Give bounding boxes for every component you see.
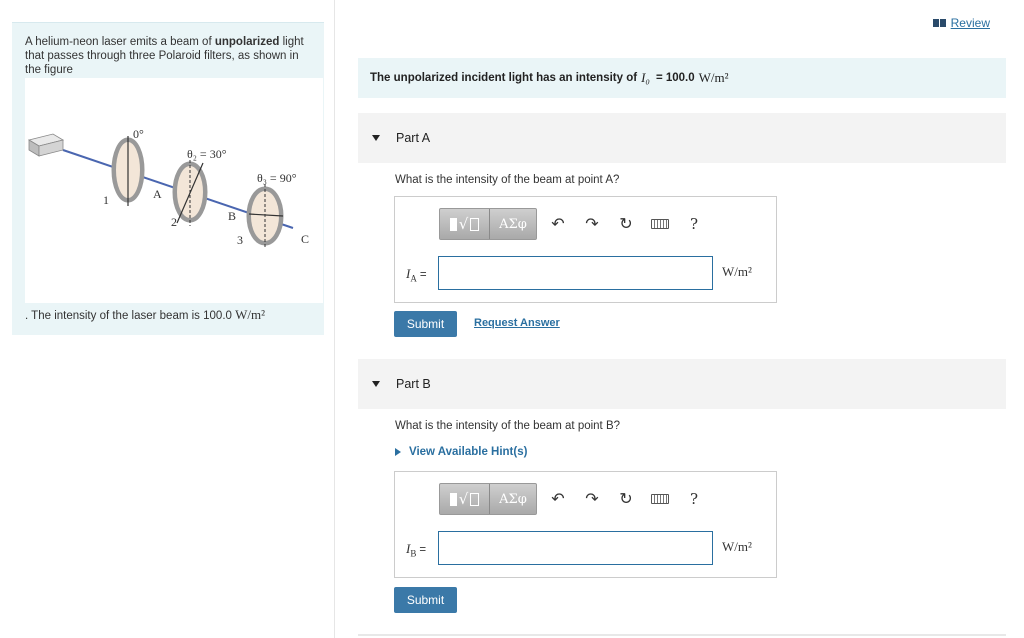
- reset-icon[interactable]: ↻: [619, 491, 633, 508]
- hint-label: View Available Hint(s): [409, 446, 528, 458]
- filter-2: [175, 160, 205, 226]
- statement-unit: W/m²: [698, 70, 729, 85]
- undo-icon[interactable]: ↶: [551, 491, 565, 508]
- laser-intensity-caption: . The intensity of the laser beam is 100.0 W/m²: [25, 307, 266, 322]
- redo-icon[interactable]: ↷: [585, 216, 599, 233]
- part-a-answer-input[interactable]: [438, 256, 713, 290]
- part-a-answer-box: [394, 196, 777, 303]
- review-link[interactable]: [933, 16, 990, 30]
- laser-device: [29, 134, 63, 156]
- statement-value: = 100.0: [655, 72, 695, 84]
- point-a-label: A: [153, 187, 162, 201]
- angle-2-label: θ₂ = 30°: [187, 147, 227, 161]
- math-toolbar: [439, 483, 711, 515]
- problem-statement: [358, 58, 1006, 98]
- point-c-label: C: [301, 232, 310, 246]
- filter-1: [114, 136, 142, 206]
- help-button[interactable]: ?: [689, 490, 699, 508]
- part-a-unit: W/m²: [722, 264, 752, 279]
- review-icon: [933, 19, 946, 27]
- part-a-title: Part A: [396, 131, 431, 145]
- statement-symbol: I₀: [641, 70, 650, 85]
- expand-triangle-icon: [395, 448, 401, 456]
- math-toolbar: [439, 208, 711, 240]
- point-b-label: B: [228, 209, 237, 223]
- keyboard-icon[interactable]: [643, 483, 677, 515]
- filter-3-number: 3: [237, 233, 243, 247]
- reset-icon[interactable]: ↻: [619, 216, 633, 233]
- angle-1-label: 0°: [133, 127, 144, 141]
- part-b-submit-button[interactable]: Submit: [394, 587, 457, 613]
- part-b-variable-label: $I_B$ =: [406, 541, 427, 559]
- keyboard-icon[interactable]: [643, 208, 677, 240]
- problem-intro: A helium-neon laser emits a beam of unpolarized light that passes through three Polaroid filters, as shown in the figure: [25, 36, 304, 76]
- problem-panel: [12, 22, 324, 335]
- collapse-triangle-icon: [372, 381, 380, 387]
- section-divider: [358, 634, 1006, 636]
- part-a-header[interactable]: [358, 113, 1006, 163]
- undo-icon[interactable]: ↶: [551, 216, 565, 233]
- greek-symbols-button[interactable]: ΑΣφ: [490, 484, 536, 514]
- templates-button[interactable]: √: [440, 484, 490, 514]
- filter-2-number: 2: [171, 215, 177, 229]
- part-b-answer-input[interactable]: [438, 531, 713, 565]
- template-group: [439, 483, 537, 515]
- filter-1-number: 1: [103, 193, 109, 207]
- greek-symbols-button[interactable]: ΑΣφ: [490, 209, 536, 239]
- part-a-question: What is the intensity of the beam at point A?: [395, 174, 620, 186]
- part-b-title: Part B: [396, 377, 431, 391]
- part-b-question: What is the intensity of the beam at point B?: [395, 420, 621, 432]
- polaroid-diagram: [25, 78, 323, 303]
- review-label: Review: [950, 16, 990, 30]
- part-a-variable-label: $I_A$ =: [406, 266, 427, 284]
- redo-icon[interactable]: ↷: [585, 491, 599, 508]
- polaroid-figure[interactable]: [25, 78, 323, 303]
- filter-3: [249, 184, 283, 248]
- request-answer-link[interactable]: Request Answer: [474, 317, 560, 329]
- column-divider: [334, 0, 335, 638]
- collapse-triangle-icon: [372, 135, 380, 141]
- templates-button[interactable]: √: [440, 209, 490, 239]
- part-b-unit: W/m²: [722, 539, 752, 554]
- part-a-submit-button[interactable]: Submit: [394, 311, 457, 337]
- angle-3-label: θ₃ = 90°: [257, 171, 297, 185]
- statement-text: The unpolarized incident light has an intensity of: [370, 72, 638, 84]
- part-b-answer-box: [394, 471, 777, 578]
- view-hints-link[interactable]: [395, 446, 527, 458]
- help-button[interactable]: ?: [689, 215, 699, 233]
- part-b-header[interactable]: [358, 359, 1006, 409]
- template-group: [439, 208, 537, 240]
